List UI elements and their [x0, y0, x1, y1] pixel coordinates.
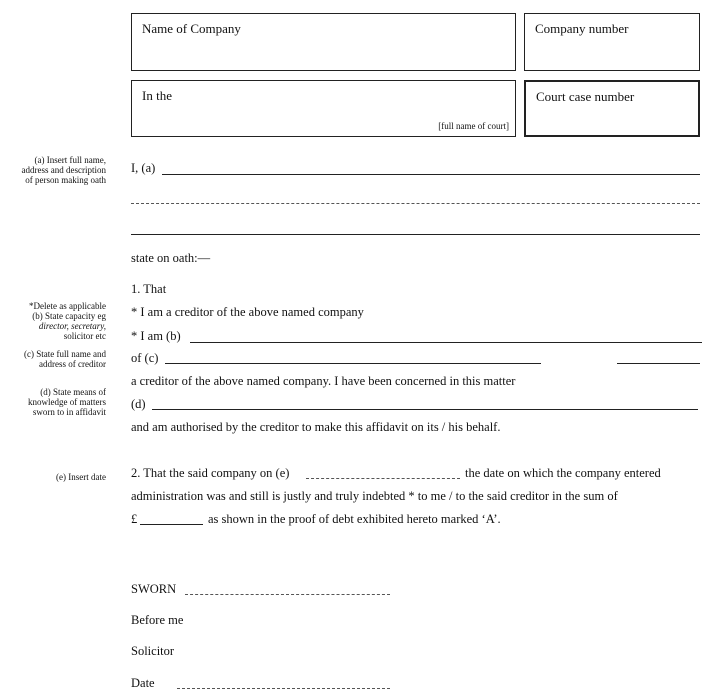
date-label: Date [131, 676, 155, 690]
company-number-label: Company number [535, 21, 629, 36]
company-name-label: Name of Company [142, 21, 241, 36]
margin-note-c [24, 349, 106, 369]
margin-note-e [56, 472, 106, 482]
note-line: knowledge of matters [28, 397, 106, 407]
company-number-box[interactable] [524, 13, 700, 71]
i-a-field[interactable] [162, 174, 700, 175]
solicitor-label: Solicitor [131, 644, 175, 658]
sworn-field[interactable] [185, 594, 390, 595]
note-line: *Delete as applicable [29, 301, 106, 311]
p1-i-am-b: * I am (b) [131, 329, 181, 343]
company-name-box[interactable] [131, 13, 516, 71]
court-case-box[interactable] [524, 80, 700, 137]
court-label: In the [142, 88, 172, 103]
note-line: address of creditor [39, 359, 106, 369]
note-line: (b) State capacity eg [32, 311, 106, 321]
date-field[interactable] [306, 478, 460, 479]
p1-of-c: of (c) [131, 351, 159, 365]
p1-creditor: * I am a creditor of the above named company [131, 305, 364, 319]
capacity-field[interactable] [190, 342, 702, 343]
note-line: sworn to in affidavit [32, 407, 106, 417]
court-case-label: Court case number [536, 89, 635, 104]
note-line: address and description [21, 165, 106, 175]
margin-note-delete [29, 301, 106, 311]
address-line-1[interactable] [131, 203, 700, 204]
sum-field[interactable] [140, 524, 203, 525]
note-line: (a) Insert full name, [34, 155, 106, 165]
p2-line2: administration was and still is justly and truly indebted * to me / to the said creditor in the sum of [131, 489, 618, 503]
p2-date-tail: the date on which the company entered [465, 466, 661, 480]
state-on-oath: state on oath:— [131, 251, 211, 265]
note-line: director, secretary, [38, 321, 106, 331]
sworn-label: SWORN [131, 582, 177, 596]
court-hint: [full name of court] [438, 121, 509, 131]
note-line: of person making oath [25, 175, 106, 185]
p1-that: 1. That [131, 282, 167, 296]
margin-note-d [28, 387, 106, 417]
p2-start: 2. That the said company on (e) [131, 466, 290, 480]
p2-pound: £ [131, 512, 138, 526]
signature-date-field[interactable] [177, 688, 390, 689]
margin-note-b [32, 311, 106, 341]
creditor-name-field-2[interactable] [617, 363, 700, 364]
note-line: (e) Insert date [56, 472, 106, 482]
p2-line3-tail: as shown in the proof of debt exhibited hereto marked ‘A’. [208, 512, 501, 526]
p1-authorised: and am authorised by the creditor to make this affidavit on its / his behalf. [131, 420, 501, 434]
note-line: (d) State means of [40, 387, 106, 397]
margin-note-a [22, 155, 106, 185]
before-me-label: Before me [131, 613, 184, 627]
i-a-label: I, (a) [131, 161, 156, 175]
knowledge-field[interactable] [152, 409, 698, 410]
creditor-name-field[interactable] [165, 363, 541, 364]
note-line: (c) State full name and [24, 349, 106, 359]
court-box[interactable] [131, 80, 516, 137]
p1-d: (d) [131, 397, 146, 411]
address-line-2[interactable] [131, 234, 700, 235]
note-line: solicitor etc [63, 331, 106, 341]
p1-concerned: a creditor of the above named company. I have been concerned in this matter [131, 374, 516, 388]
